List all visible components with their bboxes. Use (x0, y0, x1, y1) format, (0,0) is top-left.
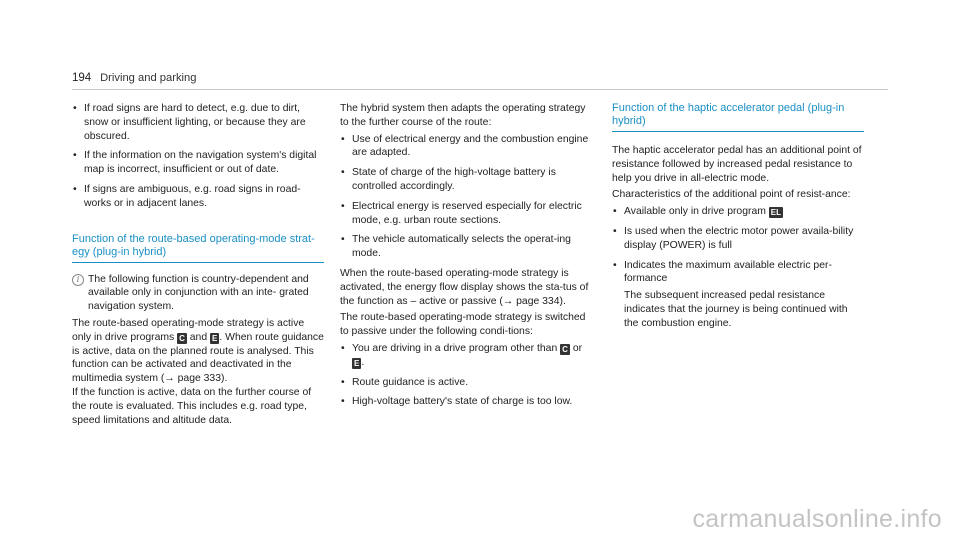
drive-program-el-icon: EL (770, 208, 782, 218)
list-item: • Indicates the maximum available electric per-formance The subsequent increased pedal resistance indicates that the journey is being continued with the combustion engine. (612, 259, 864, 331)
bullet-list (340, 133, 592, 261)
paragraph: The hybrid system then adapts the operating strategy to the further course of the route: (340, 103, 586, 128)
list-item: • If road signs are hard to detect, e.g. due to dirt, snow or insufficient lighting, or because they are obscured. (72, 102, 324, 143)
drive-program-c-icon: C (562, 344, 568, 354)
paragraph: The haptic accelerator pedal has an additional point of resistance followed by increased pedal resistance to help you drive in all-electric mode. (612, 145, 862, 184)
header-divider (72, 89, 888, 90)
drive-program-e-icon: E (212, 333, 218, 343)
paragraph: When the route-based operating-mode strategy is activated, the energy flow display shows the sta-tus of the function as – active or passive (→ page 334). (340, 267, 589, 307)
column-right (612, 102, 864, 337)
list-item: • The vehicle automatically selects the operat-ing mode. (340, 233, 592, 261)
page-number: 194 (72, 72, 92, 84)
paragraph: The route-based operating-mode strategy is active only in drive programs C and E . When route guidance is active, data on the planned route is analysed. This function can be activated and deactivated in the multimedia system (→ page 333). (72, 317, 324, 385)
bullet-list (612, 205, 864, 330)
list-item: • Is used when the electric motor power availa-bility display (POWER) is full (612, 225, 864, 253)
bullet-list (340, 342, 592, 409)
paragraph: The route-based operating-mode strategy is switched to passive under the following condi-tions: (340, 312, 586, 338)
note-text: The following function is country-dependent and available only in conjunction with an inte- grated navigation system. (88, 273, 309, 313)
drive-program-e-icon: E (354, 358, 360, 368)
list-item: • Use of electrical energy and the combustion engine are adapted. (340, 133, 592, 161)
note-block (72, 273, 324, 314)
column-middle (340, 102, 592, 415)
list-item: • You are driving in a drive program other than C or E . (340, 342, 592, 370)
list-item: • High-voltage battery's state of charge is too low. (340, 395, 592, 409)
paragraph: Characteristics of the additional point of resist-ance: (612, 189, 851, 201)
list-item: • Electrical energy is reserved especially for electric mode, e.g. urban route sections. (340, 200, 592, 228)
list-item: • If the information on the navigation system's digital map is incorrect, insufficient or out of date. (72, 149, 324, 177)
sub-paragraph: The subsequent increased pedal resistance indicates that the journey is being continued with the combustion engine. (624, 290, 848, 329)
bullet-list (72, 102, 324, 211)
list-item: • State of charge of the high-voltage battery is controlled accordingly. (340, 166, 592, 194)
list-item: • Route guidance is active. (340, 376, 592, 390)
section-heading: Function of the haptic accelerator pedal (plug-in hybrid) (612, 102, 864, 132)
page-header (72, 72, 888, 86)
list-item: • If signs are ambiguous, e.g. road signs in road-works or in adjacent lanes. (72, 183, 324, 211)
column-left (72, 102, 324, 427)
info-icon: i (72, 274, 84, 286)
section-heading: Function of the route-based operating-mode strat-egy (plug-in hybrid) (72, 233, 324, 263)
watermark-link[interactable]: carmanualsonline.info (692, 505, 942, 533)
list-item: • Available only in drive program EL (612, 205, 864, 219)
paragraph: If the function is active, data on the further course of the route is evaluated. This includes e.g. road type, speed limitations and altitude data. (72, 386, 312, 426)
drive-program-c-icon: C (179, 333, 185, 343)
section-title: Driving and parking (100, 72, 197, 84)
